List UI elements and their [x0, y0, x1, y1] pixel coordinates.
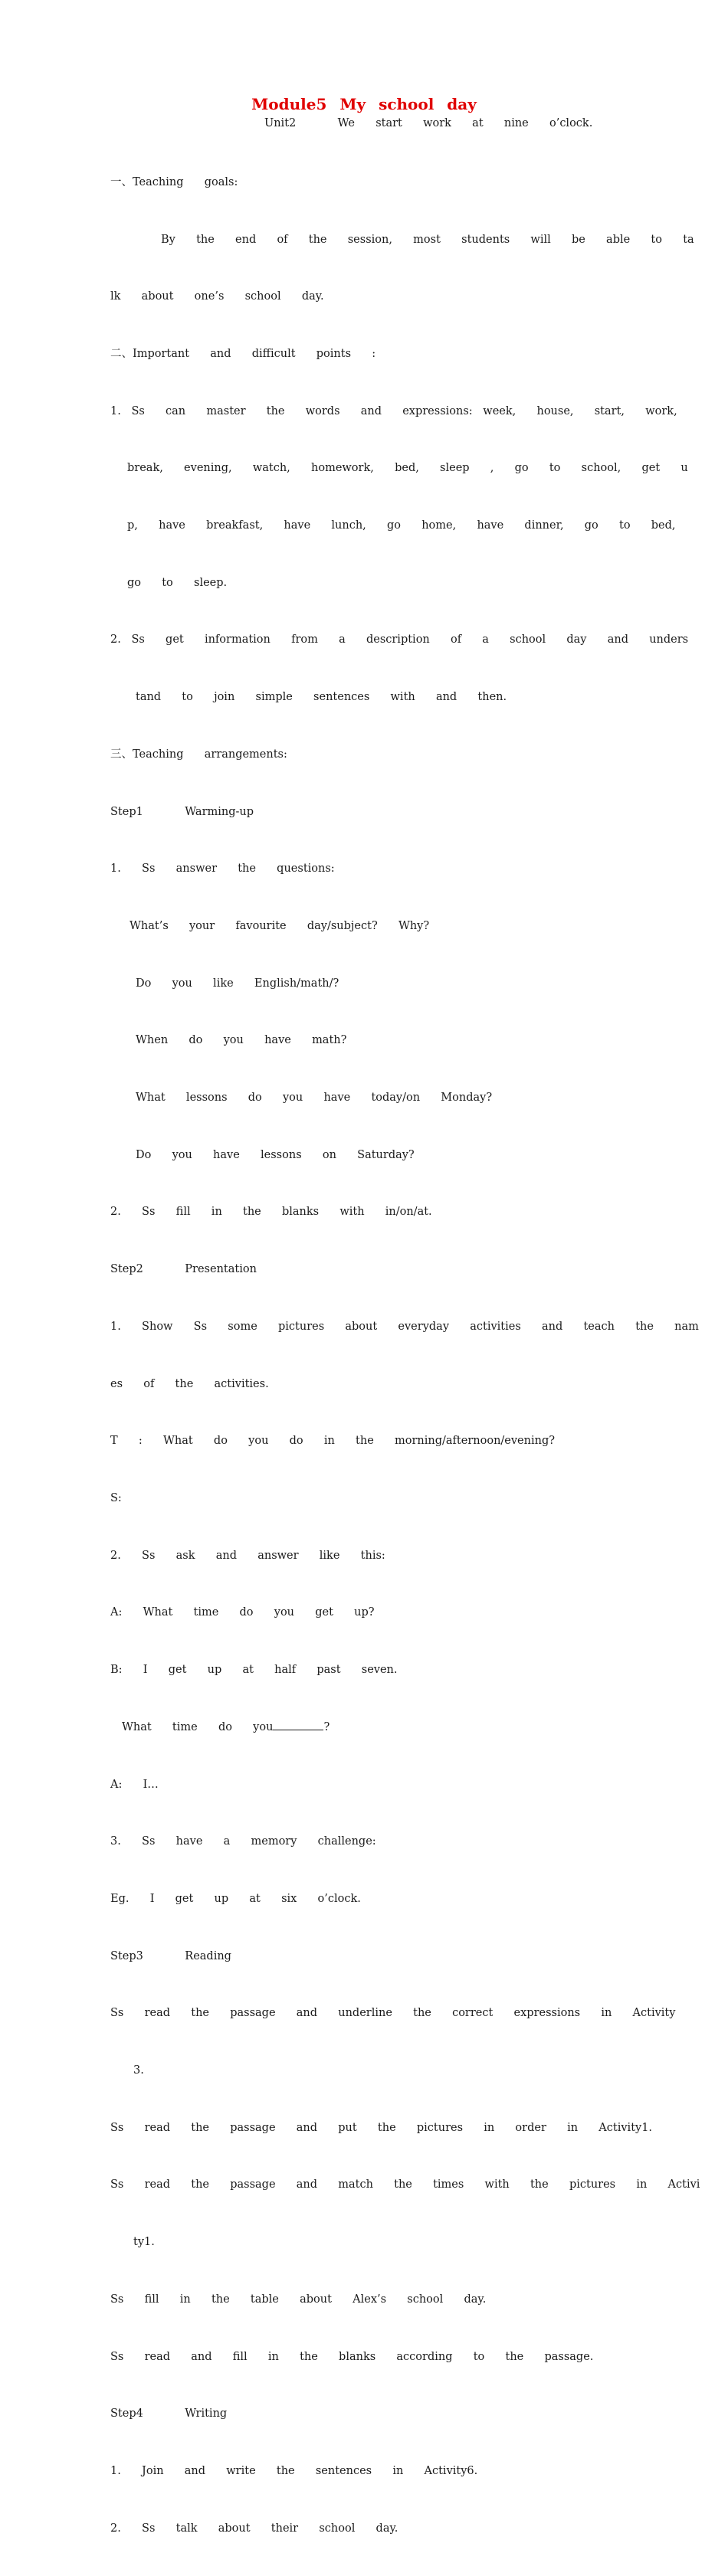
- text-line: T : What do you do in the morning/afternoon/evening?: [110, 1435, 556, 1448]
- question-line: When do you have math?: [136, 1034, 347, 1047]
- text-line: 2. Ss fill in the blanks with in/on/at.: [110, 1206, 432, 1219]
- fill-blank-line: [110, 1718, 620, 1737]
- text-line: 2. Ss talk about their school day.: [110, 2522, 398, 2535]
- fill-blank: [273, 1719, 323, 1730]
- document-title: Module5 My school day: [251, 95, 477, 113]
- text-line: A: I…: [110, 1778, 159, 1791]
- text-line: Ss read the passage and put the pictures in order in Activity1.: [110, 2121, 653, 2134]
- text-line: Ss read and fill in the blanks according to the passage.: [110, 2350, 594, 2363]
- text-line: p, have breakfast, have lunch, go home, have dinner, go to bed,: [127, 519, 676, 532]
- text-line: 1. Show Ss some pictures about everyday activities and teach the nam: [110, 1320, 699, 1333]
- text-line: Ss read the passage and match the times with the pictures in Activi: [110, 2178, 700, 2191]
- text-line: es of the activities.: [110, 1377, 269, 1390]
- question-line: What’s your favourite day/subject? Why?: [130, 919, 430, 932]
- document-body: [110, 135, 700, 2576]
- text-line: tand to join simple sentences with and then.: [136, 691, 507, 704]
- question-line: Do you like English/math/?: [136, 977, 339, 990]
- text-line: Eg. I get up at six o’clock.: [110, 1892, 361, 1905]
- text-line: 3.: [133, 2064, 144, 2077]
- text-line: B: I get up at half past seven.: [110, 1664, 398, 1677]
- text-line: S:: [110, 1491, 122, 1504]
- text-line: 3. Ss have a memory challenge:: [110, 1835, 376, 1848]
- text-line: break, evening, watch, homework, bed, sleep , go to school, get u: [127, 462, 688, 475]
- text-line: ty1.: [133, 2236, 155, 2249]
- step-heading: Step2 Presentation: [110, 1263, 257, 1276]
- fill-blank-end: ?: [323, 1720, 330, 1733]
- text-line: go to sleep.: [127, 576, 228, 589]
- text-line: 1. Join and write the sentences in Activity6.: [110, 2464, 478, 2477]
- section-heading: 二、Important and difficult points :: [110, 347, 376, 360]
- text-line: 2. Ss get information from a description of a school day and unders: [110, 633, 689, 646]
- step-heading: Step1 Warming-up: [110, 805, 254, 818]
- fill-blank-text: What time do you: [122, 1720, 274, 1733]
- text-line: lk about one’s school day.: [110, 290, 324, 303]
- text-line: Ss fill in the table about Alex’s school day.: [110, 2293, 487, 2306]
- step-heading: Step4 Writing: [110, 2407, 228, 2421]
- text-line: A: What time do you get up?: [110, 1606, 375, 1619]
- text-line: Ss read the passage and underline the correct expressions in Activity: [110, 2007, 676, 2020]
- text-line: 2. Ss ask and answer like this:: [110, 1549, 385, 1562]
- text-line: 1. Ss can master the words and expressions: week, house, start, work,: [110, 404, 677, 417]
- section-heading: 一、Teaching goals:: [110, 175, 238, 188]
- text-line: By the end of the session, most students will be able to ta: [161, 233, 694, 246]
- question-line: Do you have lessons on Saturday?: [136, 1148, 415, 1161]
- document-subtitle: Unit2 We start work at nine o’clock.: [264, 117, 593, 129]
- question-line: What lessons do you have today/on Monday?: [136, 1092, 493, 1105]
- section-heading: 三、Teaching arrangements:: [110, 748, 287, 761]
- step-heading: Step3 Reading: [110, 1949, 231, 1962]
- text-line: 1. Ss answer the questions:: [110, 862, 335, 876]
